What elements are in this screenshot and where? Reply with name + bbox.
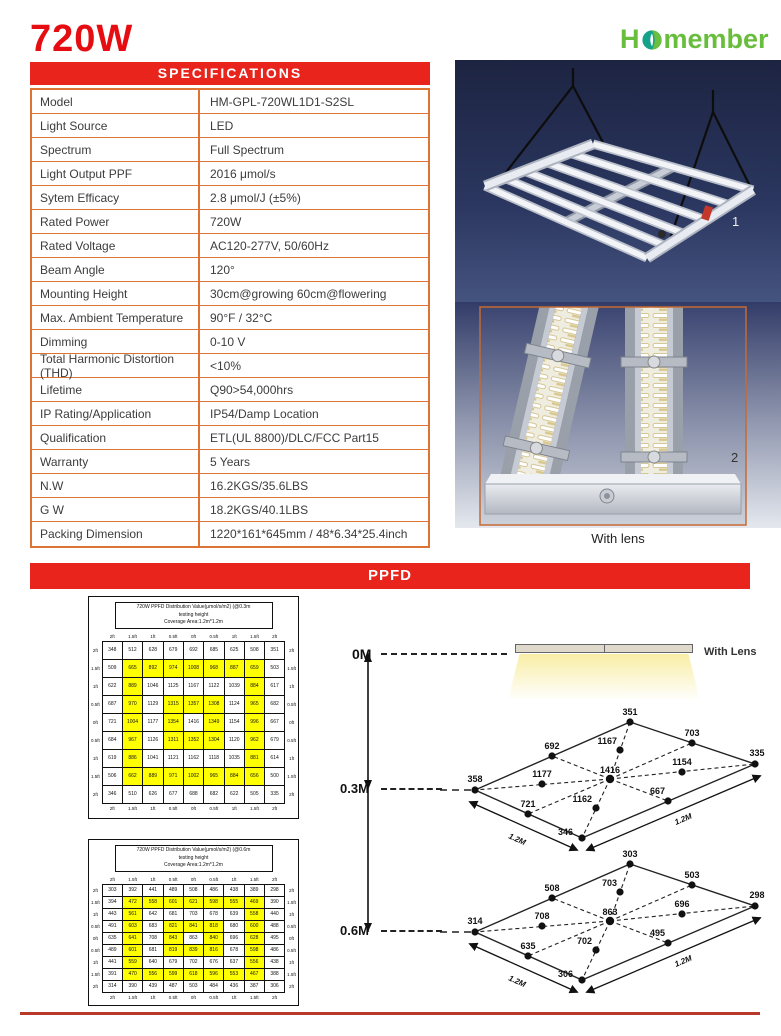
ppfd-cell: 443: [102, 908, 122, 920]
spec-value: 5 Years: [210, 454, 251, 469]
ppfd-cell: 598: [204, 896, 224, 908]
ppfd-cell: 335: [265, 785, 285, 803]
spec-value: 720W: [210, 214, 242, 229]
ppfd-cell: 665: [122, 659, 142, 677]
ppfd-cell: 394: [102, 896, 122, 908]
spec-value: 18.2KGS/40.1LBS: [210, 502, 309, 517]
ppfd-cell: 1124: [224, 695, 244, 713]
spec-value: AC120-277V, 50/60Hz: [210, 238, 329, 253]
ppfd-cell: 389: [244, 884, 264, 896]
spec-row: [32, 210, 428, 234]
dashed-guide-0-6m: [381, 930, 442, 932]
ppfd-cell: 600: [244, 920, 264, 932]
ppfd-cell: 886: [122, 749, 142, 767]
ppfd-point-value: 721: [520, 799, 536, 809]
ppfd-cell: 967: [122, 731, 142, 749]
ppfd-cell: 1120: [224, 731, 244, 749]
ppfd-cell: 640: [143, 956, 163, 968]
ppfd-cell: 626: [143, 785, 163, 803]
ppfd-point-value: 1167: [597, 736, 617, 746]
spec-row: [32, 450, 428, 474]
ppfd-cell: 1349: [204, 713, 224, 731]
ppfd-cell: 467: [244, 968, 264, 980]
spec-row: [32, 234, 428, 258]
spec-value: ETL(UL 8800)/DLC/FCC Part15: [210, 430, 379, 445]
ppfd-point-value: 1416: [599, 765, 621, 775]
ppfd-header: PPFD: [30, 563, 750, 589]
ppfd-cell: 617: [265, 677, 285, 695]
ppfd-table-0-3m: [88, 596, 299, 819]
dimension-label: 1.2M: [507, 973, 528, 990]
product-photo-fixture: [455, 60, 781, 302]
height-label: 0.6M: [340, 923, 369, 938]
spec-row: [32, 162, 428, 186]
ppfd-cell: 491: [102, 920, 122, 932]
ppfd-cell: 614: [265, 749, 285, 767]
ppfd-point-value: 692: [544, 741, 560, 751]
ppfd-cell: 818: [204, 920, 224, 932]
ppfd-cell: 884: [244, 677, 264, 695]
ppfd-point-value: 1177: [532, 769, 552, 779]
ppfd-cell: 436: [224, 980, 244, 992]
ppfd-cell: 881: [244, 749, 264, 767]
ppfd-cell: 601: [123, 944, 143, 956]
ppfd-cell: 688: [183, 785, 203, 803]
spec-row: [32, 114, 428, 138]
ppfd-point-value: 703: [684, 728, 700, 738]
ppfd-cell: 346: [102, 785, 122, 803]
ppfd-cell: 472: [123, 896, 143, 908]
ppfd-cell: 679: [163, 956, 183, 968]
ppfd-cell: 510: [122, 785, 142, 803]
ppfd-cell: 1315: [163, 695, 183, 713]
ppfd-point-value: 358: [467, 774, 483, 784]
ppfd-cell: 1041: [143, 749, 163, 767]
ppfd-cell: 659: [244, 659, 264, 677]
spec-label: Max. Ambient Temperature: [32, 306, 200, 329]
spec-row: [32, 186, 428, 210]
ppfd-cell: 971: [163, 767, 183, 785]
ppfd-cell: 488: [264, 920, 284, 932]
ppfd-cell: 506: [102, 767, 122, 785]
ppfd-point-value: 667: [649, 786, 665, 796]
dimension-label: 1.2M: [673, 811, 694, 827]
ppfd-point-value: 351: [622, 707, 638, 717]
ppfd-cell: 391: [102, 968, 122, 980]
ppfd-cell: 884: [224, 767, 244, 785]
ppfd-cell: 1154: [224, 713, 244, 731]
ppfd-cell: 679: [163, 641, 183, 659]
ppfd-cell: 819: [163, 944, 183, 956]
ppfd-cell: 351: [265, 641, 285, 659]
ppfd-cell: 968: [204, 659, 224, 677]
ppfd-point-value: 335: [749, 748, 765, 758]
spec-value: Full Spectrum: [210, 142, 285, 157]
spec-row: [32, 474, 428, 498]
ppfd-cell: 662: [122, 767, 142, 785]
ppfd-cell: 708: [143, 932, 163, 944]
connector-knob-icon: [658, 230, 666, 238]
lamp-label: With Lens: [704, 646, 757, 658]
ppfd-cell: 392: [123, 884, 143, 896]
spec-row: [32, 351, 428, 380]
ppfd-cell: 625: [224, 641, 244, 659]
ppfd-cell: 965: [244, 695, 264, 713]
dashed-guide-0m: [381, 653, 507, 655]
spec-value: 120°: [210, 262, 235, 277]
ppfd-cell: 470: [123, 968, 143, 980]
ppfd-cell: 679: [265, 731, 285, 749]
ppfd-cell: 599: [163, 968, 183, 980]
ppfd-cell: 489: [102, 944, 122, 956]
spec-row: [32, 282, 428, 306]
ppfd-cell: 687: [102, 695, 122, 713]
spec-label: IP Rating/Application: [32, 402, 200, 425]
ppfd-cell: 559: [123, 956, 143, 968]
ppfd-cell: 1008: [183, 659, 203, 677]
ppfd-cell: 558: [143, 896, 163, 908]
spec-label: Packing Dimension: [32, 522, 200, 546]
ppfd-cell: 996: [244, 713, 264, 731]
ppfd-cell: 509: [102, 659, 122, 677]
spec-label: Light Output PPF: [32, 162, 200, 185]
ppfd-cell: 556: [244, 956, 264, 968]
spec-value: 2.8 μmol/J (±5%): [210, 190, 301, 205]
ppfd-cell: 303: [102, 884, 122, 896]
ppfd-value-grid: 2ft 1.5ft 1ft 0.5ft 0ft 0.5ft 1ft 1.5ft 2ft 2ft 348 512 628 679 692 685 625 508 351 2ft 1.5ft 509 665 892 974 1008 968 887 659 503 1.5ft 1ft 622 889 1046 1125 1167 1122 1039 884 617 1ft 0.5ft 687 970 1129 1315 1357 1308 1124 965 682 0.5ft 0ft 721 1004 1177 1354 1416 1349 1154 996 667 0ft 0.5ft 684 967 1126 1311 1352 1304 1120 962 679 0.5ft 1ft 619 886 1041 1121 1162 1118 1035 881 614 1ft 1.5ft 506 662 889 971 1002 965 884 656 500 1.5ft 2ft 346 510 626 677 688 682 622 505 335 2ft 2ft 1.5ft 1ft 0.5ft 0ft 0.5ft 1ft 1.5ft 2ft: [90, 633, 296, 811]
ppfd-cell: 676: [204, 956, 224, 968]
ppfd-cell: 965: [204, 767, 224, 785]
height-axis: [340, 640, 450, 950]
ppfd-cell: 656: [244, 767, 264, 785]
ppfd-cell: 974: [163, 659, 183, 677]
ppfd-cell: 1125: [163, 677, 183, 695]
spec-row: [32, 258, 428, 282]
ppfd-cell: 681: [143, 944, 163, 956]
ppfd-cell: 441: [143, 884, 163, 896]
spec-label: G W: [32, 498, 200, 521]
ppfd-cell: 561: [123, 908, 143, 920]
ppfd-cell: 1046: [143, 677, 163, 695]
spec-row: [32, 90, 428, 114]
dashed-guide-0-3m: [381, 788, 442, 790]
ppfd-cell: 863: [183, 932, 203, 944]
ppfd-point-value: 346: [557, 827, 573, 837]
ppfd-cell: 639: [224, 908, 244, 920]
ppfd-cell: 628: [143, 641, 163, 659]
spec-label: Mounting Height: [32, 282, 200, 305]
ppfd-cell: 821: [163, 920, 183, 932]
ppfd-cell: 1121: [163, 749, 183, 767]
product-photo-lens-closeup: [455, 302, 781, 528]
spec-label: Rated Voltage: [32, 234, 200, 257]
ppfd-cell: 348: [102, 641, 122, 659]
ppfd-cell: 1002: [183, 767, 203, 785]
spec-row: [32, 306, 428, 330]
brand-rest: member: [663, 24, 769, 54]
ppfd-cell: 678: [204, 908, 224, 920]
spec-row: [32, 138, 428, 162]
photo-label-2: 2: [731, 450, 739, 465]
ppfd-cell: 1354: [163, 713, 183, 731]
ppfd-cell: 1004: [122, 713, 142, 731]
ppfd-cell: 1416: [183, 713, 203, 731]
ppfd-point-value: 298: [749, 890, 765, 900]
ppfd-table-title: 720W PPFD Distribution Value(μmol/s/m2) (@0.6m testing height Coverage Area:1.2m*1.2m: [115, 845, 273, 872]
ppfd-point-value: 1154: [672, 757, 692, 767]
spec-label: Rated Power: [32, 210, 200, 233]
ppfd-cell: 598: [244, 944, 264, 956]
ppfd-cell: 508: [183, 884, 203, 896]
spec-value: 1220*161*645mm / 48*6.34*25.4inch: [210, 527, 408, 541]
ppfd-point-value: 314: [467, 916, 483, 926]
dimension-label: 1.2M: [507, 831, 528, 848]
ppfd-cell: 438: [224, 884, 244, 896]
spec-label: Beam Angle: [32, 258, 200, 281]
ppfd-cell: 388: [264, 968, 284, 980]
ppfd-cell: 503: [265, 659, 285, 677]
ppfd-cell: 684: [102, 731, 122, 749]
ppfd-cell: 601: [163, 896, 183, 908]
ppfd-cell: 484: [204, 980, 224, 992]
lamp-icon: [515, 644, 693, 653]
ppfd-cell: 692: [183, 641, 203, 659]
ppfd-cell: 702: [183, 956, 203, 968]
ppfd-cell: 440: [264, 908, 284, 920]
ppfd-cell: 306: [264, 980, 284, 992]
ppfd-cell: 1126: [143, 731, 163, 749]
brand-logo: [620, 24, 769, 55]
spec-label: Spectrum: [32, 138, 200, 161]
spec-label: Total Harmonic Distortion (THD): [32, 354, 200, 377]
specifications-header: SPECIFICATIONS: [30, 62, 430, 85]
ppfd-point-value: 708: [534, 911, 550, 921]
spec-label: Warranty: [32, 450, 200, 473]
spec-row: [32, 498, 428, 522]
ppfd-cell: 439: [143, 980, 163, 992]
ppfd-cell: 387: [244, 980, 264, 992]
spec-value: IP54/Damp Location: [210, 406, 319, 421]
fixture-illustration: [455, 60, 781, 302]
spec-label: Dimming: [32, 330, 200, 353]
spec-label: Sytem Efficacy: [32, 186, 200, 209]
ppfd-cell: 1352: [183, 731, 203, 749]
ppfd-cell: 314: [102, 980, 122, 992]
ppfd-point-value: 508: [544, 883, 560, 893]
ppfd-cell: 641: [123, 932, 143, 944]
brand-o-icon: [641, 29, 663, 51]
ppfd-point-value: 863: [602, 907, 618, 917]
ppfd-cell: 681: [163, 908, 183, 920]
spec-value: Q90>54,000hrs: [210, 382, 294, 397]
ppfd-cell: 696: [224, 932, 244, 944]
ppfd-table-0-6m: [88, 839, 299, 1006]
ppfd-point-value: 703: [601, 878, 617, 888]
ppfd-cell: 505: [244, 785, 264, 803]
spec-table: [30, 88, 430, 548]
ppfd-cell: 553: [224, 968, 244, 980]
ppfd-cell: 637: [224, 956, 244, 968]
ppfd-cell: 508: [244, 641, 264, 659]
ppfd-cell: 840: [204, 932, 224, 944]
spec-row: [32, 330, 428, 354]
spec-value: HM-GPL-720WL1D1-S2SL: [210, 94, 355, 109]
brand-letter-h: H: [620, 24, 640, 54]
ppfd-cell: 887: [224, 659, 244, 677]
ppfd-cell: 1039: [224, 677, 244, 695]
spec-label: Lifetime: [32, 378, 200, 401]
ppfd-cell: 603: [123, 920, 143, 932]
ppfd-cell: 889: [122, 677, 142, 695]
ppfd-cell: 621: [183, 896, 203, 908]
ppfd-cell: 390: [123, 980, 143, 992]
ppfd-cell: 390: [264, 896, 284, 908]
ppfd-value-grid: 2ft 1.5ft 1ft 0.5ft 0ft 0.5ft 1ft 1.5ft 2ft 2ft 303 392 441 489 508 486 438 389 298 2ft 1.5ft 394 472 558 601 621 598 555 469 390 1.5ft 1ft 443 561 642 681 703 678 639 558 440 1ft 0.5ft 491 603 683 821 841 818 680 600 488 0.5ft 0ft 635 641 708 843 863 840 696 628 495 0ft 0.5ft 489 601 681 819 839 816 678 598 486 0.5ft 1ft 441 559 640 679 702 676 637 556 438 1ft 1.5ft 391 470 556 599 618 596 553 467 388 1.5ft 2ft 314 390 439 487 503 484 436 387 306 2ft 2ft 1.5ft 1ft 0.5ft 0ft 0.5ft 1ft 1.5ft 2ft: [90, 876, 296, 1000]
photo-label-1: 1: [732, 214, 740, 229]
ppfd-cell: 500: [265, 767, 285, 785]
spec-label: Model: [32, 90, 200, 113]
dimension-label: 1.2M: [673, 953, 694, 969]
ppfd-cell: 683: [143, 920, 163, 932]
ppfd-cell: 962: [244, 731, 264, 749]
spec-row: [32, 402, 428, 426]
ppfd-cell: 1167: [183, 677, 203, 695]
ppfd-cell: 596: [204, 968, 224, 980]
ppfd-cell: 682: [204, 785, 224, 803]
ppfd-point-value: 503: [684, 870, 700, 880]
ppfd-cell: 682: [265, 695, 285, 713]
ppfd-cell: 622: [102, 677, 122, 695]
ppfd-point-value: 1162: [572, 794, 592, 804]
ppfd-cell: 618: [183, 968, 203, 980]
ppfd-cell: 503: [183, 980, 203, 992]
ppfd-cell: 642: [143, 908, 163, 920]
ppfd-cell: 1311: [163, 731, 183, 749]
ppfd-cell: 1129: [143, 695, 163, 713]
ppfd-cell: 1162: [183, 749, 203, 767]
ppfd-point-value: 635: [520, 941, 536, 951]
ppfd-cell: 441: [102, 956, 122, 968]
ppfd-cell: 556: [143, 968, 163, 980]
ppfd-cell: 841: [183, 920, 203, 932]
spec-label: N.W: [32, 474, 200, 497]
ppfd-cell: 667: [265, 713, 285, 731]
ppfd-cell: 486: [204, 884, 224, 896]
ppfd-cell: 685: [204, 641, 224, 659]
spec-value: 0-10 V: [210, 334, 246, 349]
spec-value: LED: [210, 118, 234, 133]
ppfd-cell: 486: [264, 944, 284, 956]
ppfd-cell: 839: [183, 944, 203, 956]
height-label: 0M: [352, 646, 372, 662]
ppfd-point-value: 303: [622, 849, 638, 859]
ppfd-cell: 843: [163, 932, 183, 944]
ppfd-cell: 1035: [224, 749, 244, 767]
spec-row: [32, 378, 428, 402]
spec-value: 90°F / 32°C: [210, 310, 273, 325]
spec-label: Qualification: [32, 426, 200, 449]
ppfd-cell: 1118: [204, 749, 224, 767]
ppfd-cell: 703: [183, 908, 203, 920]
ppfd-point-value: 495: [649, 928, 665, 938]
spec-value: 30cm@growing 60cm@flowering: [210, 286, 387, 301]
ppfd-cell: 512: [122, 641, 142, 659]
ppfd-cell: 469: [244, 896, 264, 908]
ppfd-cell: 1308: [204, 695, 224, 713]
ppfd-cell: 1357: [183, 695, 203, 713]
ppfd-cell: 678: [224, 944, 244, 956]
ppfd-point-value: 702: [576, 936, 592, 946]
ppfd-cell: 816: [204, 944, 224, 956]
spec-row: [32, 522, 428, 546]
spec-value: 16.2KGS/35.6LBS: [210, 478, 309, 493]
ppfd-cell: 298: [264, 884, 284, 896]
ppfd-cell: 1304: [204, 731, 224, 749]
ppfd-cell: 1177: [143, 713, 163, 731]
spec-value: 2016 μmol/s: [210, 166, 276, 181]
ppfd-cell: 438: [264, 956, 284, 968]
spec-value: <10%: [210, 358, 242, 373]
ppfd-cell: 1122: [204, 677, 224, 695]
ppfd-cell: 635: [102, 932, 122, 944]
ppfd-cell: 495: [264, 932, 284, 944]
ppfd-cell: 892: [143, 659, 163, 677]
ppfd-cell: 558: [244, 908, 264, 920]
ppfd-point-value: 696: [674, 899, 690, 909]
ppfd-cell: 619: [102, 749, 122, 767]
photo-caption: With lens: [591, 531, 645, 546]
ppfd-point-value: 306: [557, 969, 573, 979]
spec-label: Light Source: [32, 114, 200, 137]
bottom-rule: [20, 1012, 760, 1015]
ppfd-table-title: 720W PPFD Distribution Value(μmol/s/m2) (@0.3m testing height Coverage Area:1.2m*1.2m: [115, 602, 273, 629]
page-title-wattage: 720W: [30, 18, 134, 60]
ppfd-cell: 487: [163, 980, 183, 992]
ppfd-cell: 622: [224, 785, 244, 803]
ppfd-cell: 721: [102, 713, 122, 731]
spec-row: [32, 426, 428, 450]
ppfd-cell: 677: [163, 785, 183, 803]
ppfd-cell: 489: [163, 884, 183, 896]
ppfd-cell: 628: [244, 932, 264, 944]
height-label: 0.3M: [340, 781, 369, 796]
lens-closeup-illustration: [455, 302, 781, 528]
ppfd-cell: 555: [224, 896, 244, 908]
ppfd-cell: 680: [224, 920, 244, 932]
ppfd-cell: 970: [122, 695, 142, 713]
ppfd-cell: 889: [143, 767, 163, 785]
